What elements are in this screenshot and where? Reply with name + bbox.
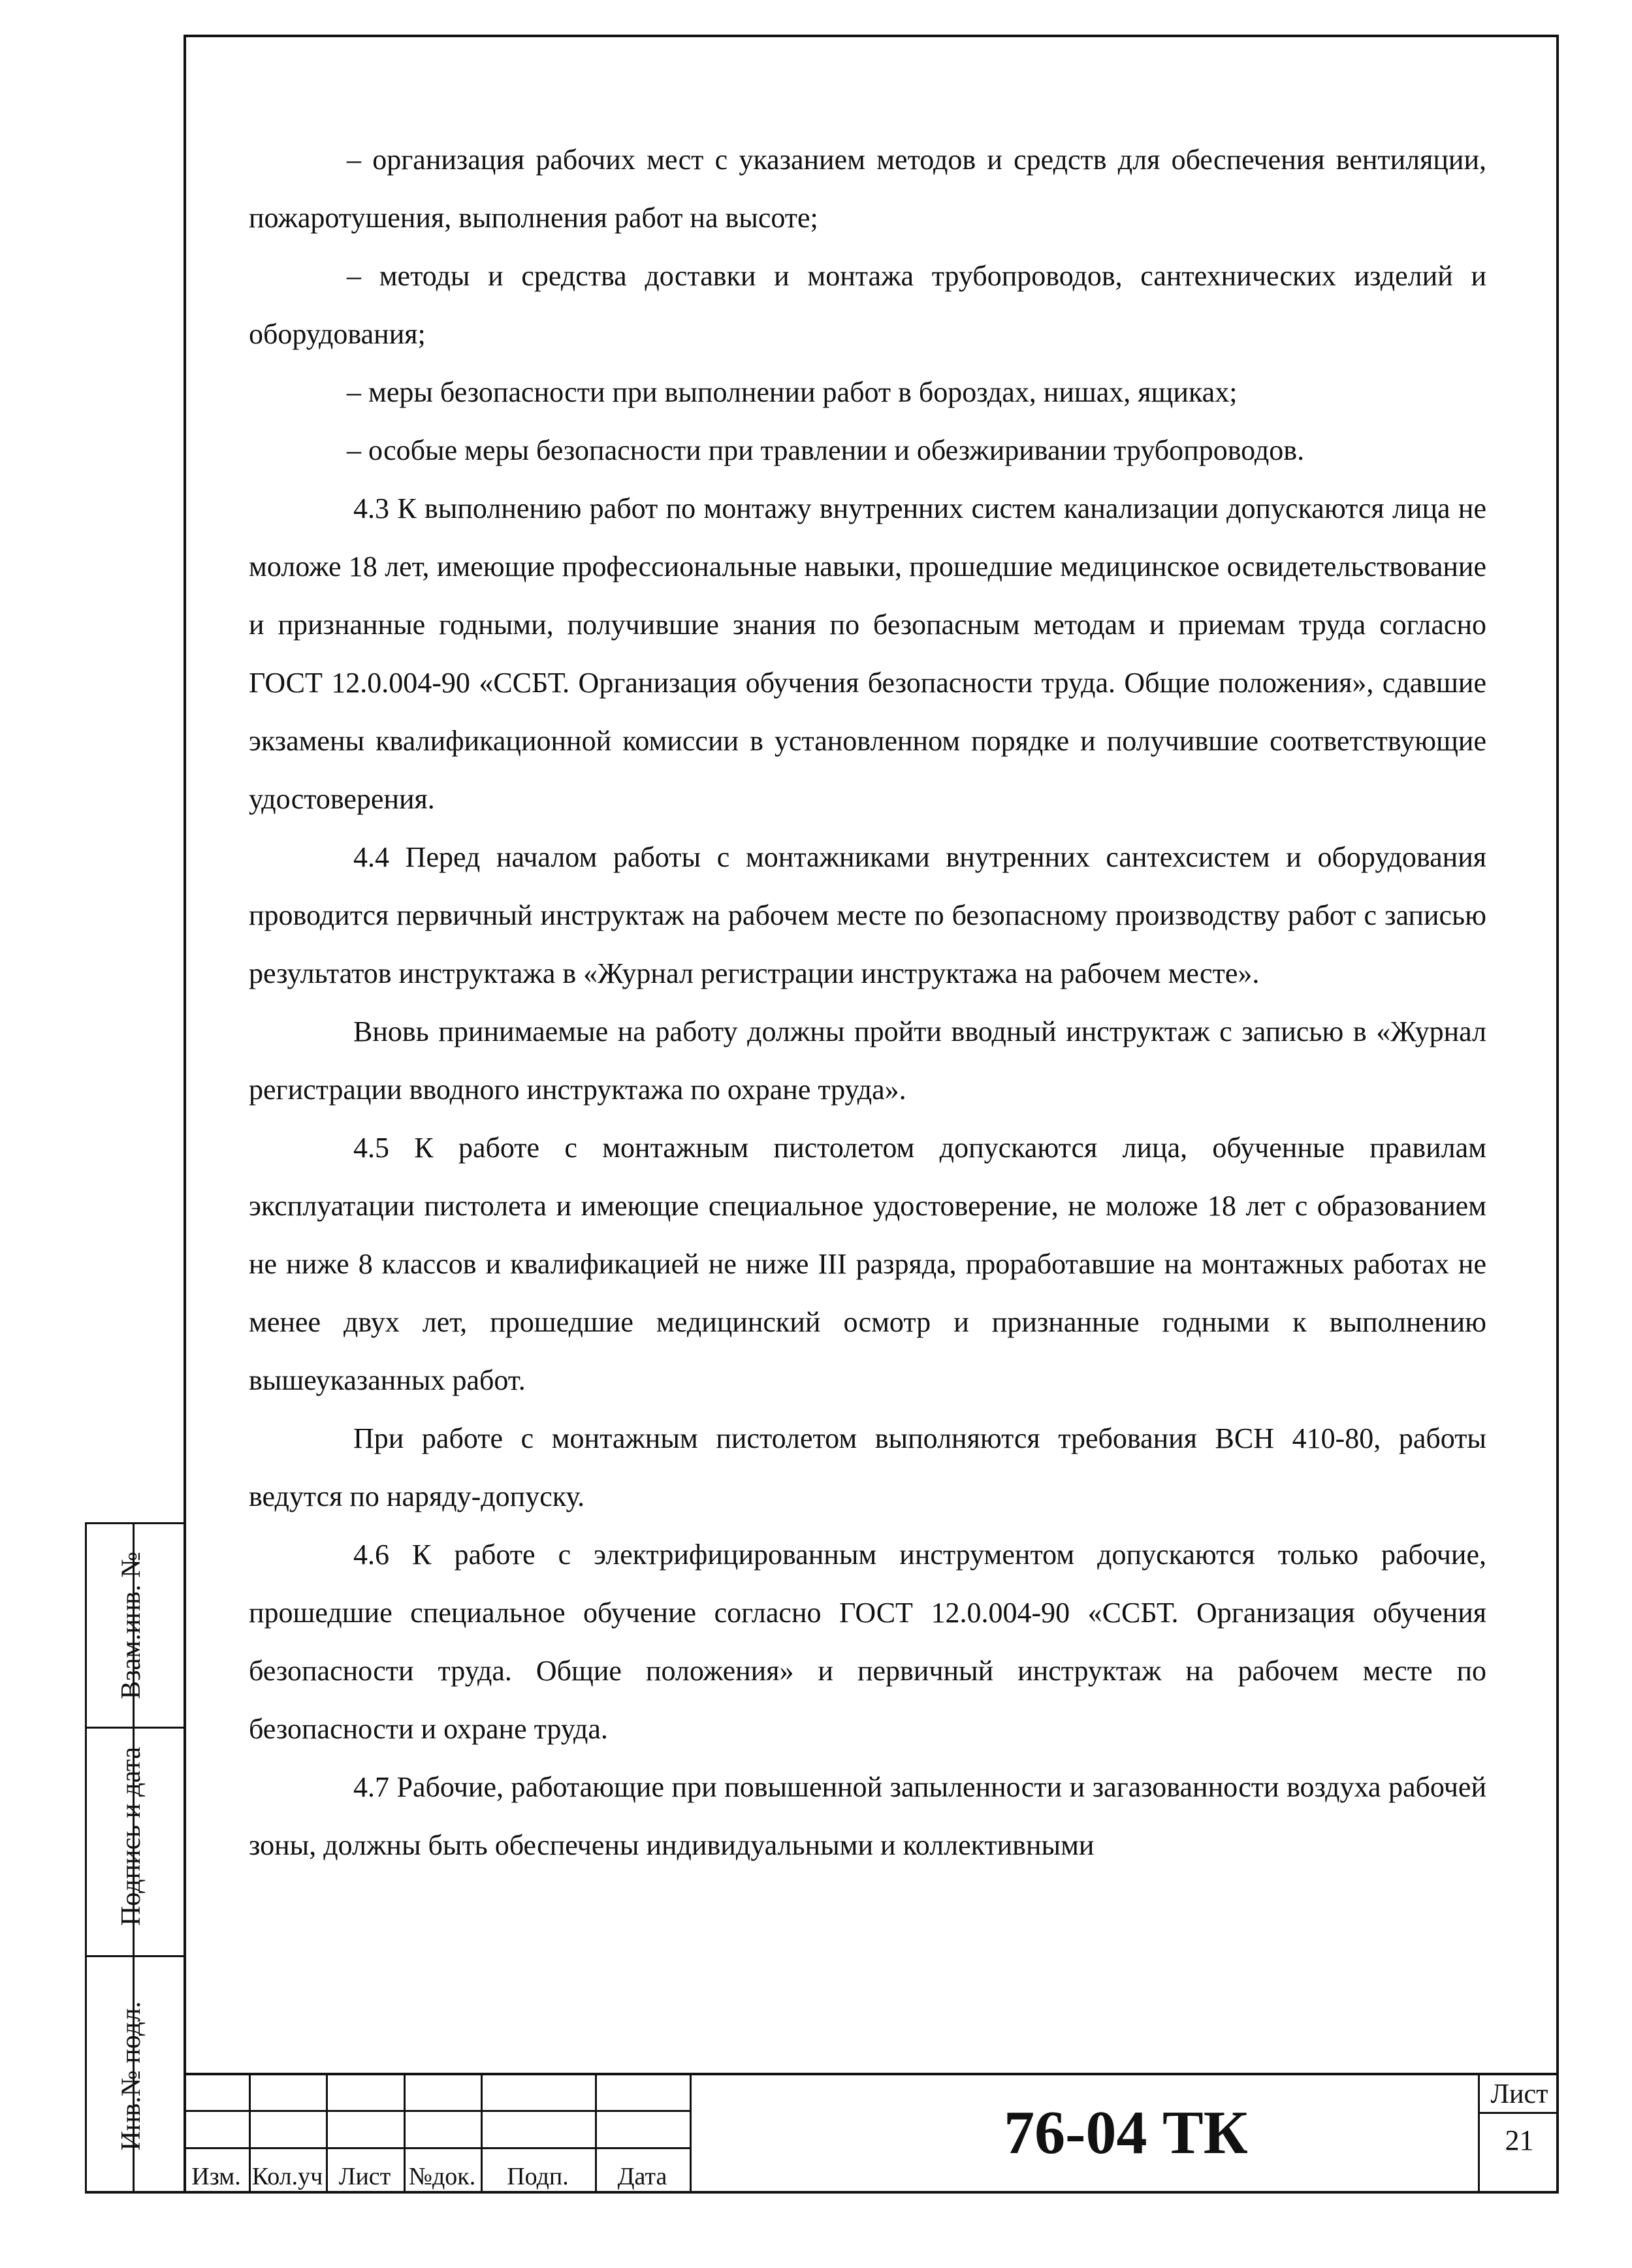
revision-grid bbox=[184, 2075, 690, 2194]
grid-line bbox=[184, 2147, 690, 2149]
title-block bbox=[184, 2073, 1559, 2194]
document-body bbox=[249, 131, 1486, 1874]
paragraph: 4.7 Рабочие, работающие при повышенной запыленности и загазованности воздуха рабочей зоны, должны быть обеспечены индивидуальными и коллективными bbox=[249, 1771, 1486, 1861]
side-hline bbox=[87, 1727, 186, 1729]
paragraph: 4.4 Перед началом работы с монтажниками внутренних сантехсистем и оборудования проводится первичный инструктаж на рабочем месте по безопасному производству работ с записью результатов инструктажа в «Журнал регистрации инструктажа на рабочем месте». bbox=[249, 841, 1486, 989]
paragraph: – организация рабочих мест с указанием методов и средств для обеспечения вентиляции, пожаротушения, выполнения работ на высоте; bbox=[249, 144, 1486, 234]
paragraph: Вновь принимаемые на работу должны пройти вводный инструктаж с записью в «Журнал регистрации вводного инструктажа по охране труда». bbox=[249, 1015, 1486, 1106]
document-code-text: 76-04 ТК bbox=[1004, 2099, 1248, 2167]
podpis-data-label: Подпись и дата bbox=[116, 1746, 146, 1926]
paragraph: – меры безопасности при выполнении работ в бороздах, нишах, ящиках; bbox=[347, 376, 1238, 408]
col-podp: Подп. bbox=[507, 2163, 569, 2190]
col-ndok: №док. bbox=[408, 2163, 476, 2190]
col-izm: Изм. bbox=[191, 2163, 241, 2190]
inv-podl-label: Инв.№ подл. bbox=[116, 2001, 146, 2151]
sheet-box bbox=[1478, 2075, 1559, 2194]
paragraph: При работе с монтажным пистолетом выполняются требования ВСН 410-80, работы ведутся по наряду-допуску. bbox=[249, 1422, 1486, 1512]
grid-line bbox=[184, 2110, 690, 2112]
vzam-inv-label: Взам.инв. № bbox=[116, 1551, 146, 1700]
sheet-label: Лист bbox=[1480, 2075, 1559, 2114]
paragraph: – методы и средства доставки и монтажа трубопроводов, сантехнических изделий и оборудования; bbox=[249, 260, 1486, 350]
paragraph: 4.5 К работе с монтажным пистолетом допускаются лица, обученные правилам эксплуатации пистолета и имеющие специальное удостоверение, не моложе 18 лет с образованием не ниже 8 классов и квалификацией не ниже III разряда, проработавшие на монтажных работах не менее двух лет, прошедшие медицинский осмотр и признанные годными к выполнению вышеуказанных работ. bbox=[249, 1132, 1486, 1396]
side-hline bbox=[87, 1955, 186, 1957]
side-stamp bbox=[85, 1522, 186, 2194]
paragraph: 4.6 К работе с электрифицированным инструментом допускаются только рабочие, прошедшие специальное обучение согласно ГОСТ 12.0.004-90 «ССБТ. Организация обучения безопасности труда. Общие положения» и первичный инструктаж на рабочем месте по безопасности и охране труда. bbox=[249, 1539, 1486, 1745]
col-kol-uch: Кол.уч bbox=[251, 2163, 323, 2190]
paragraph: 4.3 К выполнению работ по монтажу внутренних систем канализации допускаются лица не моложе 18 лет, имеющие профессиональные навыки, прошедшие медицинское освидетельствование и признанные годными, получившие знания по безопасным методам и приемам труда согласно ГОСТ 12.0.004-90 «ССБТ. Организация обучения безопасности труда. Общие положения», сдавшие экзамены квалификационной комиссии в установленном порядке и получившие соответствующие удостоверения. bbox=[249, 492, 1486, 815]
col-list: Лист bbox=[338, 2163, 391, 2190]
sheet-number: 21 bbox=[1505, 2124, 1534, 2156]
paragraph: – особые меры безопасности при травлении и обезжиривании трубопроводов. bbox=[347, 434, 1305, 466]
col-data: Дата bbox=[617, 2163, 667, 2190]
